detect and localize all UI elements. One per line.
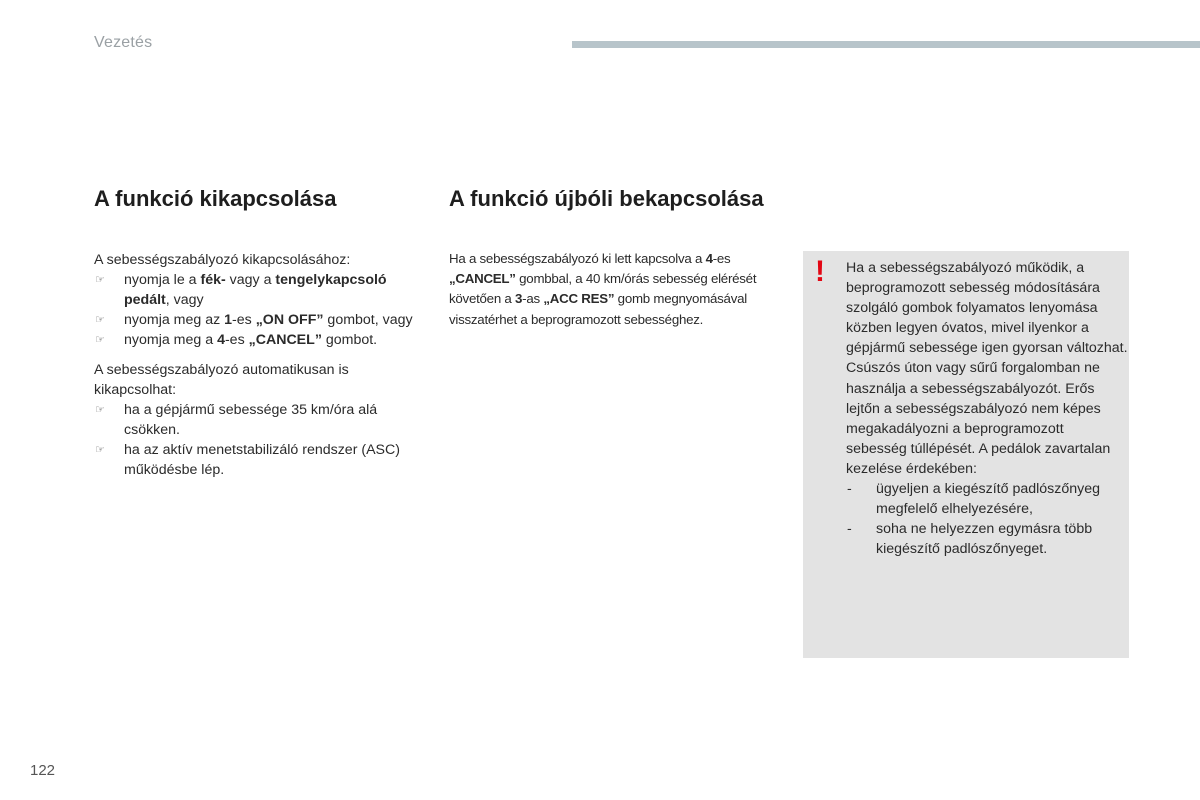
list-item: - ügyeljen a kiegészítő padlószőnyeg megfelelő elhelyezésére, [847,481,1101,518]
list-item: ☞ ha a gépjármű sebessége 35 km/óra alá csökken. [95,402,378,438]
warning-text [846,258,1128,559]
warning-exclamation-icon: ! [815,255,825,288]
dash-bullet: - [847,521,852,538]
header-bar [572,41,1200,48]
auto-off-intro: A sebességszabályozó automatikusan is kikapcsolhat: [94,362,349,398]
deactivate-column [94,250,424,480]
warning-box [803,251,1129,658]
dash-bullet: - [847,481,852,498]
section-title-deactivate: A funkció kikapcsolása [94,186,337,211]
hand-pointer-icon: ☞ [95,404,105,416]
list-item: ☞ nyomja meg a 4-es „CANCEL” gombot. [95,332,378,348]
hand-pointer-icon: ☞ [95,444,105,456]
chapter-title: Vezetés [94,34,153,51]
list-item: ☞ nyomja le a fék- vagy a tengelykapcsoló pedált, vagy [95,272,387,308]
list-item: - soha ne helyezzen egymásra több kiegészítő padlószőnyeget. [847,521,1093,558]
section-title-reactivate: A funkció újbóli bekapcsolása [449,186,764,211]
deactivate-intro: A sebességszabályozó kikapcsolásához: [94,252,351,268]
list-item: ☞ nyomja meg az 1-es „ON OFF” gombot, vagy [95,312,413,328]
page-number: 122 [30,762,56,779]
reactivate-text: Ha a sebességszabályozó ki lett kapcsolva a 4-es „CANCEL” gombbal, a 40 km/órás sebesség elérését követően a 3-as „ACC RES” gomb megnyomásával visszatérhet a beprogramozott sebességhez. [449,251,757,327]
hand-pointer-icon: ☞ [95,314,105,326]
warning-paragraph: Ha a sebességszabályozó működik, a beprogramozott sebesség módosítására szolgáló gombok folyamatos lenyomása közben legyen óvatos, mivel ilyenkor a gépjármű sebessége igen gyorsan változhat. Csúszós úton vagy sűrű forgalomban ne használja a sebességszabályozót. Erős lejtőn a sebességszabályozó nem képes megakadályozni a beprogramozott sebesség túllépését. A pedálok zavartalan kezelése érdekében: [846,260,1128,477]
hand-pointer-icon: ☞ [95,274,105,286]
reactivate-column [449,249,779,330]
hand-pointer-icon: ☞ [95,334,105,346]
list-item: ☞ ha az aktív menetstabilizáló rendszer (ASC) működésbe lép. [95,442,400,478]
